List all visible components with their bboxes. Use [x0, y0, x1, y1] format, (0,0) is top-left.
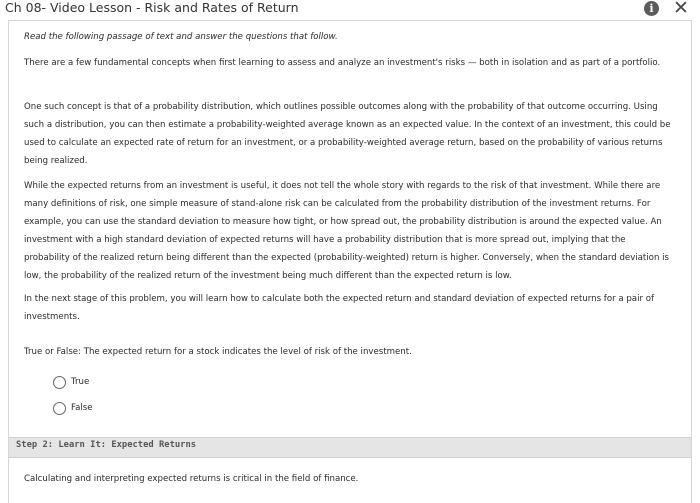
passage-paragraph-3: While the expected returns from an investment is useful, it does not tell the whole story with regards to the risk of that investment. While there are many definitions of risk, one simple measure of stand-alone risk can be calculated from the probability distribution of the investment returns. For example, you can use the standard deviation to measure how tight, or how spread out, the probability distribution is around the expected value. An investment with a high standard deviation of expected returns will have a probability distribution that is more spread out, implying that the probability of the realized return being different than the expected (probability-weighted) return is higher. Conversely, when the standard deviation is low, the probability of the realized return of the investment being much different than the expected return is low.	[24, 181, 669, 281]
lesson-content	[8, 20, 692, 503]
radio-false[interactable]	[53, 402, 66, 415]
radio-true[interactable]	[53, 376, 66, 389]
window-title: Ch 08- Video Lesson - Risk and Rates of Return	[5, 0, 299, 15]
question-prompt: True or False: The expected return for a stock indicates the level of risk of the investment.	[24, 347, 412, 357]
close-icon[interactable]: ✕	[673, 0, 689, 19]
passage-paragraph-1: There are a few fundamental concepts when first learning to assess and analyze an investment's risks — both in isolation and as part of a portfolio.	[24, 58, 661, 68]
info-icon[interactable]: i	[644, 1, 659, 16]
passage-paragraph-2: One such concept is that of a probability distribution, which outlines possible outcomes along with the probability of that outcome occurring. Using such a distribution, you can then estimate a probability-weighted average known as an expected value. In the context of an investment, this could be used to calculate an expected rate of return for an investment, or a probability-weighted average return, based on the probability of various returns being realized.	[24, 102, 671, 166]
step-body: Calculating and interpreting expected returns is critical in the field of finance.	[24, 474, 359, 484]
passage-paragraph-4: In the next stage of this problem, you will learn how to calculate both the expected return and standard deviation of expected returns for a pair of investments.	[24, 294, 655, 322]
option-false-label[interactable]: False	[71, 403, 93, 413]
option-true-label[interactable]: True	[71, 377, 90, 387]
window-titlebar	[0, 0, 700, 20]
step-title: Step 2: Learn It: Expected Returns	[16, 440, 197, 450]
passage-intro: Read the following passage of text and answer the questions that follow.	[24, 32, 338, 42]
step-header	[9, 437, 691, 458]
